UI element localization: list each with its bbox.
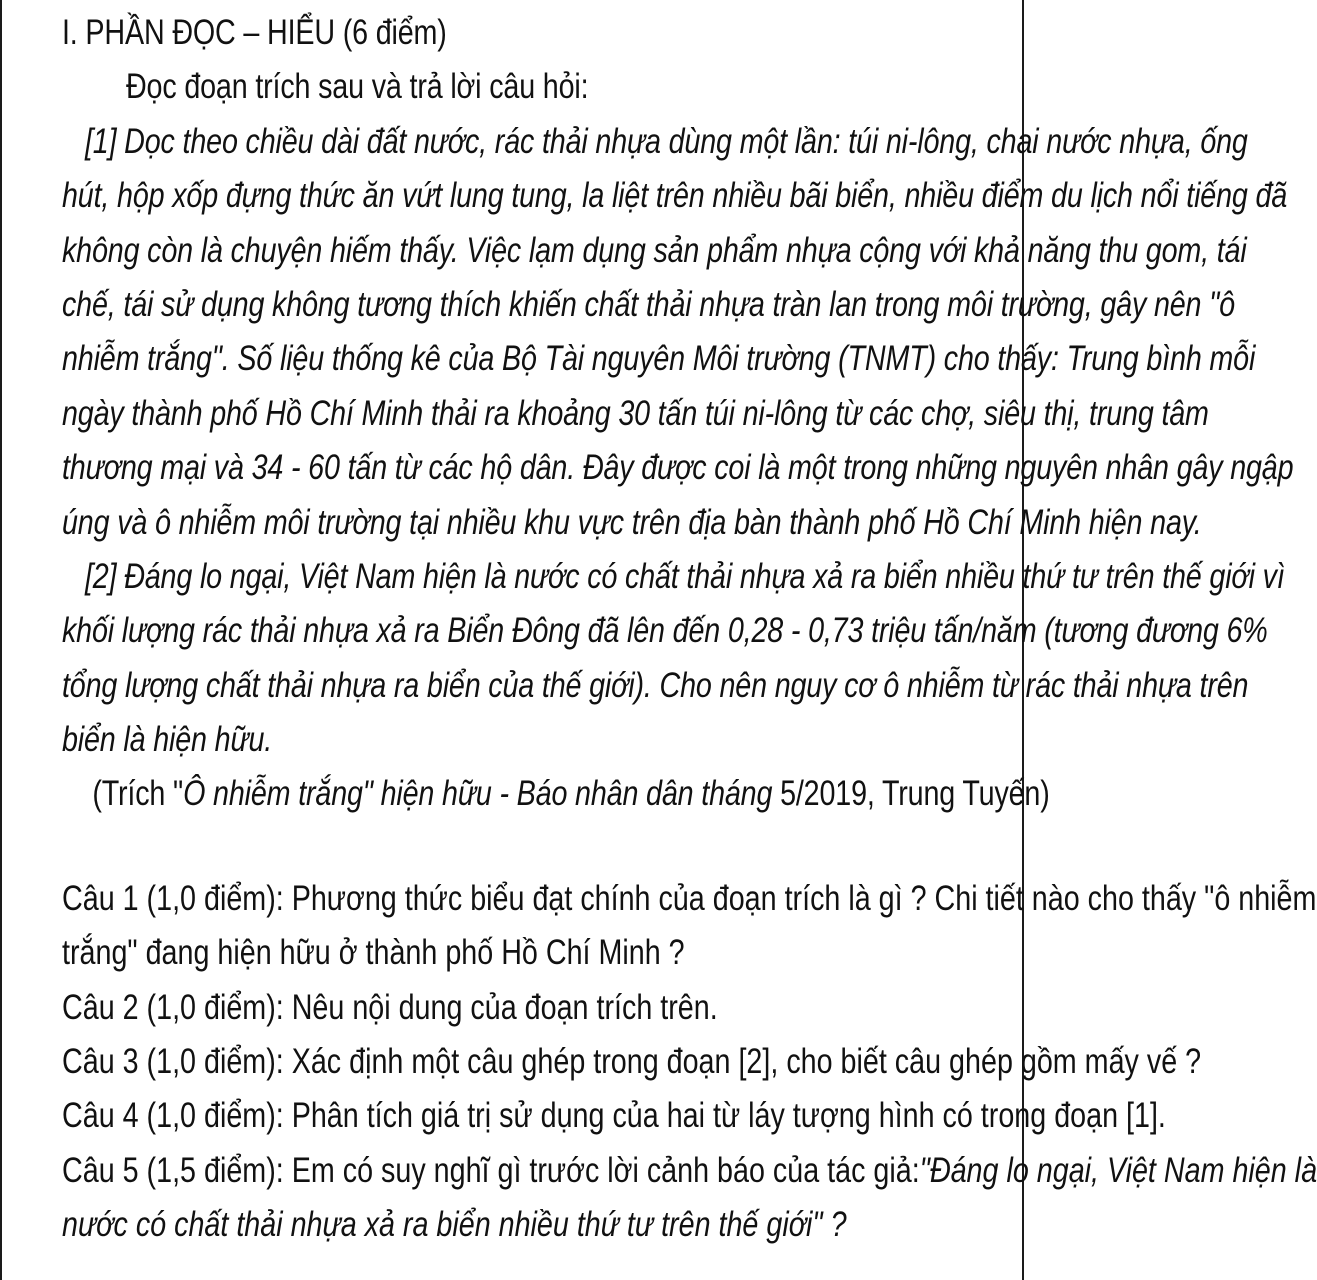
document-content — [62, 6, 1317, 1253]
paragraph-line: [2] Đáng lo ngại, Việt Nam hiện là nước có chất thải nhựa xả ra biển nhiều thứ tư trên thế giới vì — [84, 556, 1285, 596]
question-label: Câu 2 (1,0 điểm): — [62, 987, 292, 1027]
question-5 — [62, 1144, 1317, 1198]
question-4 — [62, 1089, 1166, 1143]
paragraph-line: hút, hộp xốp đựng thức ăn vứt lung tung, la liệt trên nhiều bãi biển, nhiều điểm du lịch nổi tiếng đã — [62, 176, 1288, 216]
question-text: Em có suy nghĩ gì trước lời cảnh báo của tác giả: — [291, 1150, 920, 1190]
paragraph-line: úng và ô nhiễm môi trường tại nhiều khu vực trên địa bàn thành phố Hồ Chí Minh hiện nay. — [62, 502, 1202, 542]
question-5-continued: nước có chất thải nhựa xả ra biển nhiều thứ tư trên thế giới" ? — [62, 1205, 847, 1245]
paragraph-line: [1] Dọc theo chiều dài đất nước, rác thải nhựa dùng một lần: túi ni-lông, chai nước nhựa, ống — [84, 121, 1248, 161]
section-heading: I. PHẦN ĐỌC – HIỂU (6 điểm) — [62, 13, 447, 52]
question-list — [62, 872, 1317, 1253]
excerpt-paragraph-2 — [62, 550, 1285, 768]
question-label: Câu 3 (1,0 điểm): — [62, 1042, 292, 1082]
question-label: Câu 4 (1,0 điểm): — [62, 1096, 292, 1136]
paragraph-line: biển là hiện hữu. — [62, 720, 273, 760]
paragraph-line: không còn là chuyện hiếm thấy. Việc lạm dụng sản phẩm nhựa cộng với khả năng thu gom, tái — [62, 230, 1247, 270]
question-text: Xác định một câu ghép trong đoạn [2], cho biết câu ghép gồm mấy vế ? — [291, 1042, 1202, 1082]
paragraph-line: thương mại và 34 - 60 tấn từ các hộ dân. Đây được coi là một trong những nguyên nhân gây ngập — [62, 448, 1294, 488]
paragraph-line: ngày thành phố Hồ Chí Minh thải ra khoảng 30 tấn túi ni-lông từ các chợ, siêu thị, trung tâm — [62, 393, 1209, 433]
question-text: Phương thức biểu đạt chính của đoạn trích là gì ? Chi tiết nào cho thấy "ô nhiễm — [291, 878, 1317, 918]
question-label: Câu 5 (1,5 điểm): — [62, 1150, 292, 1190]
question-1 — [62, 872, 1317, 926]
instruction: Đọc đoạn trích sau và trả lời câu hỏi: — [125, 67, 589, 107]
paragraph-line: nhiễm trắng". Số liệu thống kê của Bộ Tài nguyên Môi trường (TNMT) cho thấy: Trung bình mỗi — [62, 339, 1256, 379]
source-title: Ô nhiễm trắng" hiện hữu - Báo nhân dân tháng — [183, 774, 773, 814]
source-rest: 5/2019, Trung Tuyến) — [772, 774, 1050, 814]
question-2 — [62, 981, 800, 1035]
question-quote: "Đáng lo ngại, Việt Nam hiện là — [919, 1150, 1317, 1190]
excerpt-paragraph-1 — [62, 115, 1294, 550]
question-3 — [62, 1035, 1202, 1089]
spacer — [62, 822, 800, 872]
paragraph-line: chế, tái sử dụng không tương thích khiến chất thải nhựa tràn lan trong môi trường, gây nên "ô — [62, 284, 1235, 324]
question-1-continued: trắng" đang hiện hữu ở thành phố Hồ Chí Minh ? — [62, 933, 685, 973]
source-open: (Trích " — [92, 774, 184, 814]
paragraph-line: tổng lượng chất thải nhựa ra biển của thế giới). Cho nên nguy cơ ô nhiễm từ rác thải nhựa trên — [62, 665, 1249, 705]
paragraph-line: khối lượng rác thải nhựa xả ra Biển Đông đã lên đến 0,28 - 0,73 triệu tấn/năm (tương đương 6% — [62, 611, 1268, 651]
source-citation — [62, 767, 1050, 821]
question-text: Nêu nội dung của đoạn trích trên. — [291, 987, 718, 1027]
question-text: Phân tích giá trị sử dụng của hai từ láy tượng hình có trong đoạn [1]. — [291, 1096, 1166, 1136]
question-label: Câu 1 (1,0 điểm): — [62, 878, 292, 918]
